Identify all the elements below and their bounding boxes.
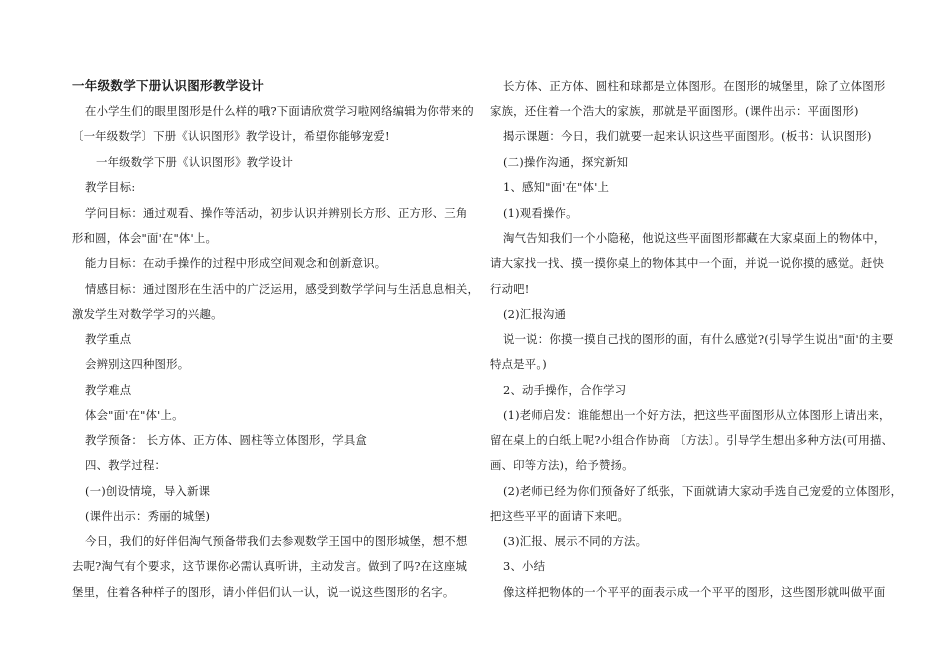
paragraph-line: 画、印等方法)，给予赞扬。 — [490, 458, 634, 472]
paragraph-line: 像这样把物体的一个平平的面表示成一个平平的图形，这些图形就叫做平面 — [503, 585, 886, 599]
paragraph-line: 请大家找一找、摸一摸你桌上的物体其中一个面，并说一说你摸的感觉。赶快 — [490, 256, 885, 270]
paragraph-line: 〔一年级数学〕下册《认识图形》教学设计，希望你能够宠爱! — [72, 129, 390, 143]
paragraph-line: 教学目标: — [85, 180, 136, 194]
paragraph-line: 体会"面'在"体'上。 — [85, 408, 184, 422]
paragraph-line: 教学重点 — [85, 332, 132, 346]
document-title: 一年级数学下册认识图形教学设计 — [72, 78, 265, 93]
paragraph-line: 3、小结 — [503, 559, 546, 573]
paragraph-line: (2)老师已经为你们预备好了纸张，下面就请大家动手选自己宠爱的立体图形， — [503, 484, 903, 498]
paragraph-line: (3)汇报、展示不同的方法。 — [503, 534, 648, 548]
paragraph-line: 情感目标：通过图形在生活中的广泛运用，感受到数学学问与生活息息相关， — [85, 282, 480, 296]
paragraph-line: 家族，还住着一个浩大的家族，那就是平面图形。(课件出示：平面图形) — [490, 104, 859, 118]
paragraph-line: 四、教学过程： — [85, 458, 167, 472]
paragraph-line: 2、动手操作，合作学习 — [503, 383, 627, 397]
paragraph-line: 形和圆，体会"面'在"体'上。 — [72, 231, 218, 245]
paragraph-line: 把这些平平的面请下来吧。 — [490, 509, 630, 523]
paragraph-line: 会辨别这四种图形。 — [85, 357, 190, 371]
paragraph-line: 特点是平。) — [490, 357, 547, 371]
paragraph-line: 行动吧! — [490, 282, 530, 296]
paragraph-line: 去呢?淘气有个要求，这节课你必需认真听讲，主动发言。做到了吗?在这座城 — [72, 559, 468, 573]
paragraph-line: 能力目标：在动手操作的过程中形成空间观念和创新意识。 — [85, 256, 387, 270]
paragraph-line: 堡里，住着各种样子的图形，请小伴侣们认一认，说一说这些图形的名字。 — [72, 585, 455, 599]
paragraph-line: 激发学生对数学学习的兴趣。 — [72, 307, 223, 321]
paragraph-line: 一年级数学下册《认识图形》教学设计 — [96, 155, 294, 169]
paragraph-line: (1)老师启发：谁能想出一个好方法，把这些平面图形从立体图形上请出来， — [503, 408, 891, 422]
paragraph-line: 在小学生们的眼里图形是什么样的哦?下面请欣赏学习啦网络编辑为你带来的 — [85, 104, 474, 118]
paragraph-line: 教学难点 — [85, 383, 132, 397]
paragraph-line: (一)创设情境，导入新课 — [85, 484, 211, 498]
paragraph-line: (二)操作沟通，探究新知 — [503, 155, 629, 169]
paragraph-line: 揭示课题：今日，我们就要一起来认识这些平面图形。(板书：认识图形) — [503, 129, 872, 143]
paragraph-line: (课件出示：秀丽的城堡) — [85, 509, 211, 523]
paragraph-line: (2)汇报沟通 — [503, 307, 567, 321]
paragraph-line: 1、感知"面'在"体'上 — [503, 180, 610, 194]
paragraph-line: 教学预备： 长方体、正方体、圆柱等立体图形，学具盒 — [85, 433, 367, 447]
paragraph-line: 长方体、正方体、圆柱和球都是立体图形。在图形的城堡里，除了立体图形 — [503, 79, 886, 93]
paragraph-line: 今日，我们的好伴侣淘气预备带我们去参观数学王国中的图形城堡，想不想 — [85, 534, 468, 548]
paragraph-line: 学问目标：通过观看、操作等活动，初步认识并辨别长方形、正方形、三角 — [85, 206, 468, 220]
paragraph-line: (1)观看操作。 — [503, 206, 578, 220]
paragraph-line: 淘气告知我们一个小隐秘，他说这些平面图形都藏在大家桌面上的物体中， — [503, 231, 886, 245]
paragraph-line: 说一说：你摸一摸自己找的图形的面，有什么感觉?(引导学生说出"面'的主要 — [503, 332, 894, 346]
paragraph-line: 留在桌上的白纸上呢?小组合作协商 〔方法〕。引导学生想出多种方法(可用描、 — [490, 433, 894, 447]
